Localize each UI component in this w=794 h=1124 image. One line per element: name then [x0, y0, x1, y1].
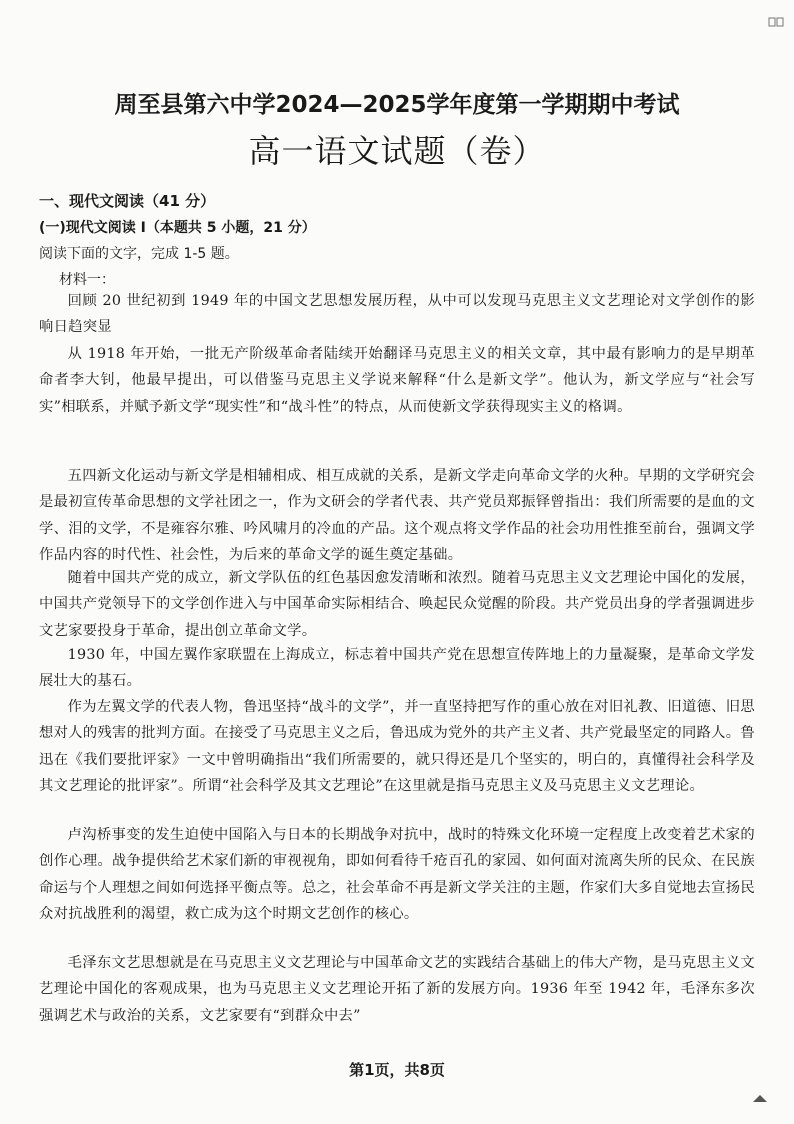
exam-subtitle: 高一语文试题（卷）: [248, 132, 546, 170]
page-number: 第1页，共8页: [349, 1061, 445, 1079]
material-label: 材料一：: [59, 272, 115, 288]
section-heading: 一、现代文阅读（41 分）: [39, 192, 216, 210]
paragraph-7: 卢沟桥事变的发生迫使中国陷入与日本的长期战争对抗中，战时的特殊文化环境一定程度上改变着艺术家的创作心理。战争提供给艺术家们新的审视视角，即如何看待千疮百孔的家园、如何面对流离失所的民众、在民族命运与个人理想之间如何选择平衡点等。总之，社会革命不再是新文学关注的主题，作家们大多自觉地去宣扬民众对抗战胜利的渴望，救亡成为这个时期文艺创作的核心。: [39, 827, 755, 923]
scan-mark-icon: [768, 16, 784, 28]
paragraph-6: 作为左翼文学的代表人物，鲁迅坚持“战斗的文学”，并一直坚持把写作的重心放在对旧礼教、旧道德、旧思想对人的残害的批判方面。在接受了马克思主义之后，鲁迅成为党外的共产主义者、共产党最坚定的同路人。鲁迅在《我们要批评家》一文中曾明确指出“我们所需要的，就只得还是几个坚实的，明白的，真懂得社会科学及其文艺理论的批评家”。所谓“社会科学及其文艺理论”在这里就是指马克思主义及马克思主义文艺理论。: [39, 699, 755, 795]
paragraph-2: 从 1918 年开始，一批无产阶级革命者陆续开始翻译马克思主义的相关文章，其中最有影响力的是早期革命者李大钊，他最早提出，可以借鉴马克思主义学说来解释“什么是新文学”。他认为，新文学应与“社会写实”相联系，并赋予新文学“现实性”和“战斗性”的特点，从而使新文学获得现实主义的格调。: [39, 346, 755, 415]
paragraph-1: 回顾 20 世纪初到 1949 年的中国文艺思想发展历程，从中可以发现马克思主义文艺理论对文学创作的影响日趋突显: [39, 293, 755, 336]
reading-instruction: 阅读下面的文字，完成 1-5 题。: [39, 246, 239, 262]
paragraph-4: 随着中国共产党的成立，新文学队伍的红色基因愈发清晰和浓烈。随着马克思主义文艺理论中国化的发展，中国共产党领导下的文学创作进入与中国革命实际相结合、唤起民众觉醒的阶段。共产党员出身的学者强调进步文艺家要投身于革命，提出创立革命文学。: [39, 570, 755, 639]
sub-section-heading: (一)现代文阅读 I（本题共 5 小题，21 分）: [39, 220, 316, 236]
paragraph-8: 毛泽东文艺思想就是在马克思主义文艺理论与中国革命文艺的实践结合基础上的伟大产物，是马克思主义文艺理论中国化的客观成果，也为马克思主义文艺理论开拓了新的发展方向。1936 年至 1942 年，毛泽东多次强调艺术与政治的关系，文艺家要有“到群众中去”: [39, 955, 755, 1024]
scan-triangle-icon: [752, 1088, 768, 1098]
exam-title: 周至县第六中学2024—2025学年度第一学期期中考试: [114, 92, 680, 118]
paragraph-3: 五四新文化运动与新文学是相辅相成、相互成就的关系，是新文学走向革命文学的火种。早期的文学研究会是最初宣传革命思想的文学社团之一，作为文研会的学者代表、共产党员郑振铎曾指出：我们所需要的是血的文学、泪的文学，不是雍容尔雅、吟风啸月的冷血的产品。这个观点将文学作品的社会功用性推至前台，强调文学作品内容的时代性、社会性，为后来的革命文学的诞生奠定基础。: [39, 468, 755, 564]
paragraph-5: 1930 年，中国左翼作家联盟在上海成立，标志着中国共产党在思想宣传阵地上的力量凝聚，是革命文学发展壮大的基石。: [39, 647, 755, 690]
